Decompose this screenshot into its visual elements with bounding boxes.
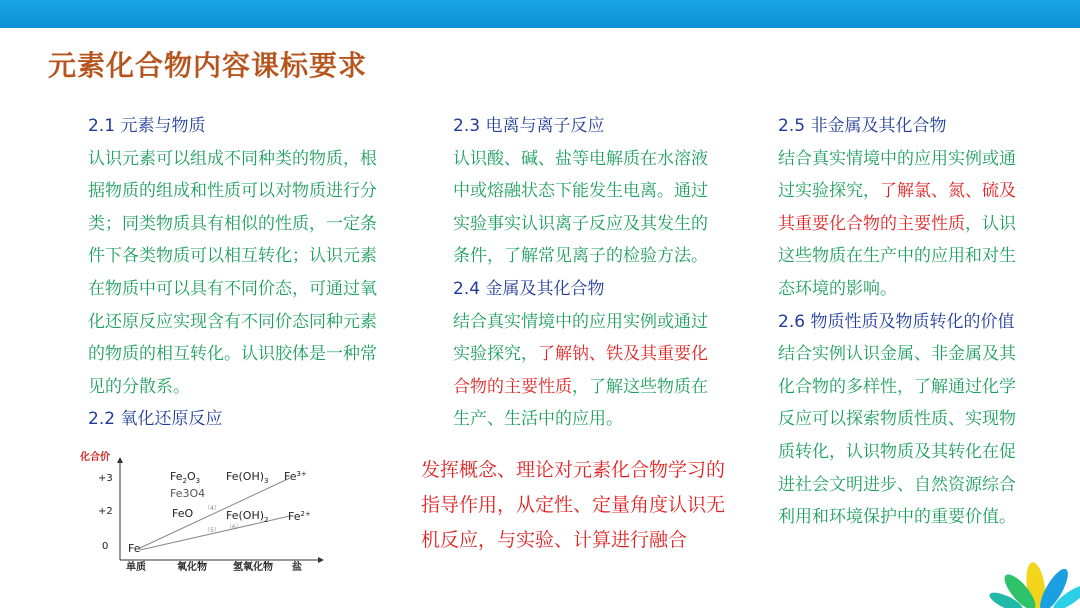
section-2-6-line-3: 反应可以探索物质性质、实现物 [778, 409, 1016, 430]
section-2-6-line-5: 进社会文明进步、自然资源综合 [778, 474, 1016, 495]
xcat-hydroxide: 氢氧化物 [233, 562, 273, 573]
section-2-5-line-2-highlight: 了解氯、氮、硫及 [880, 181, 1016, 202]
xcat-oxide: 氧化物 [177, 562, 207, 573]
section-2-3-line-2: 中或熔融状态下能发生电离。通过 [453, 181, 708, 202]
transition-line-upper [140, 478, 290, 548]
ytick-plus2: +2 [98, 506, 113, 517]
section-2-4-line-2 [453, 338, 743, 371]
section-2-3-heading: 2.3 电离与离子反应 [453, 116, 605, 136]
section-2-4-line-2-plain: 实验探究， [453, 344, 538, 365]
ytick-plus3: +3 [98, 473, 113, 484]
compound-fe3o4: Fe3O4 [170, 487, 206, 500]
guidance-note [421, 453, 761, 558]
section-2-1-line-2: 据物质的组成和性质可以对物质进行分 [88, 181, 377, 202]
section-2-4-line-2-highlight: 了解钠、铁及其重要化 [538, 344, 708, 365]
section-2-5-heading: 2.5 非金属及其化合物 [778, 116, 947, 136]
section-2-4-line-1: 结合真实情境中的应用实例或通过 [453, 311, 708, 332]
ion-fe2plus: $Fe^{2+}$ [288, 510, 311, 523]
section-2-4-line-4: 生产、生活中的应用。 [453, 409, 623, 430]
marker-4: （4） [204, 505, 220, 512]
section-2-6-heading: 2.6 物质性质及物质转化的价值 [778, 311, 1015, 332]
section-2-5-line-3-plain: ，认识 [965, 213, 1016, 234]
section-2-3-line-4: 条件，了解常见离子的检验方法。 [453, 246, 708, 267]
column-right [778, 110, 1043, 534]
section-2-4-line-3-plain: ，了解这些物质在 [572, 376, 708, 397]
section-2-5-line-2-plain: 过实验探究， [778, 181, 880, 202]
compound-fe2o3: $Fe_2O_3$ [170, 470, 201, 485]
section-2-1-line-8: 见的分散系。 [88, 376, 190, 397]
lotus-decoration-icon [988, 548, 1080, 608]
compound-fe: Fe [128, 542, 141, 555]
section-2-5-line-5: 态环境的影响。 [778, 278, 897, 299]
compound-feoh2: $Fe(OH)_2$ [226, 509, 269, 524]
section-2-6-line-2: 化合物的多样性，了解通过化学 [778, 376, 1016, 397]
section-2-1-line-1: 认识元素可以组成不同种类的物质，根 [88, 148, 377, 169]
section-2-5-line-3 [778, 208, 1043, 241]
marker-5: （5） [204, 527, 220, 534]
guidance-line-1: 发挥概念、理论对元素化合物学习的 [421, 459, 726, 481]
section-2-1-heading: 2.1 元素与物质 [88, 116, 206, 136]
ion-fe3plus: $Fe^{3+}$ [284, 470, 307, 483]
section-2-5-line-2 [778, 175, 1043, 208]
section-2-5-line-1: 结合真实情境中的应用实例或通 [778, 148, 1016, 169]
page-title: 元素化合物内容课标要求 [48, 49, 368, 82]
guidance-line-2: 指导作用，从定性、定量角度认识无 [421, 494, 726, 516]
xcat-elemental: 单质 [126, 562, 146, 573]
section-2-1-line-6: 化还原反应实现含有不同价态同种元素 [88, 311, 377, 332]
compound-feoh3: $Fe(OH)_3$ [226, 470, 269, 485]
section-2-4-line-3 [453, 371, 743, 404]
section-2-6-line-4: 质转化，认识物质及其转化在促 [778, 441, 1016, 462]
valence-axis-label: 化合价 [80, 452, 110, 463]
compound-feo: FeO [172, 507, 194, 520]
section-2-2-heading: 2.2 氧化还原反应 [88, 409, 223, 430]
xcat-salt: 盐 [292, 562, 302, 573]
section-2-3-line-3: 实验事实认识离子反应及其发生的 [453, 213, 708, 234]
column-left [88, 110, 400, 436]
top-banner [0, 0, 1080, 28]
section-2-6-line-1: 结合实例认识金属、非金属及其 [778, 344, 1016, 365]
iron-valence-diagram [78, 440, 340, 580]
section-2-4-heading: 2.4 金属及其化合物 [453, 278, 605, 299]
section-2-6-line-6: 利用和环境保护中的重要价值。 [778, 507, 1016, 528]
guidance-line-3: 机反应，与实验、计算进行融合 [421, 529, 688, 551]
section-2-1-line-5: 在物质中可以具有不同价态，可通过氧 [88, 278, 377, 299]
section-2-5-line-3-highlight: 其重要化合物的主要性质 [778, 213, 965, 234]
section-2-1-line-7: 的物质的相互转化。认识胶体是一种常 [88, 344, 377, 365]
section-2-3-line-1: 认识酸、碱、盐等电解质在水溶液 [453, 148, 708, 169]
section-2-1-line-4: 件下各类物质可以相互转化；认识元素 [88, 246, 377, 267]
section-2-1-line-3: 类；同类物质具有相似的性质，一定条 [88, 213, 377, 234]
section-2-5-line-4: 这些物质在生产中的应用和对生 [778, 246, 1016, 267]
ytick-zero: 0 [102, 541, 109, 552]
section-2-4-line-3-highlight: 合物的主要性质 [453, 376, 572, 397]
column-middle [453, 110, 743, 436]
marker-6: （6） [226, 524, 242, 531]
